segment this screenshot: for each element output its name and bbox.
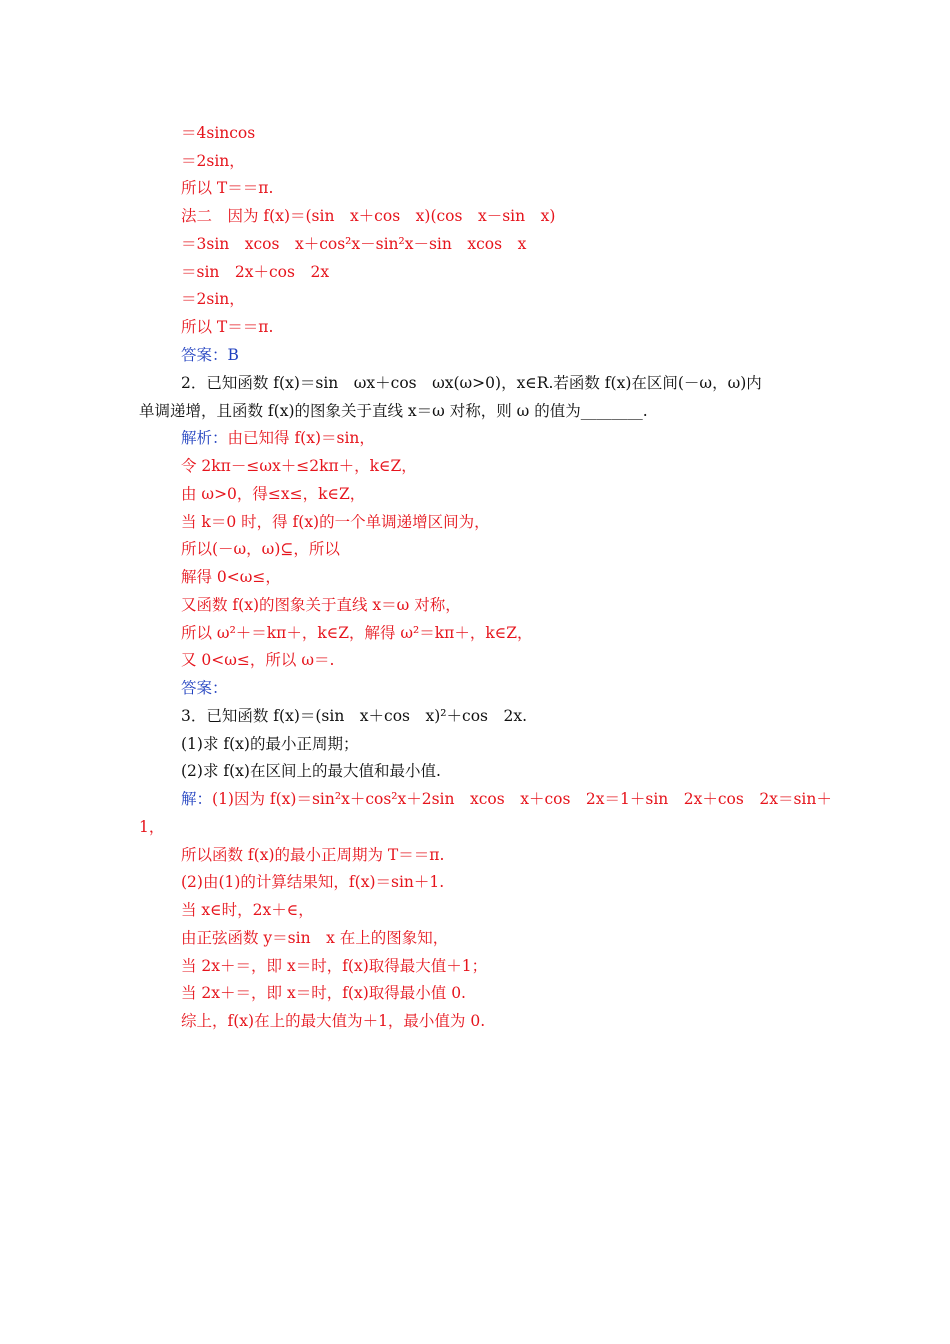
text-line: 令 2kπ－≤ωx＋≤2kπ＋，k∈Z， (181, 457, 417, 475)
solution-line (181, 789, 832, 809)
question-2-line: 单调递增，且函数 f(x)的图象关于直线 x＝ω 对称，则 ω 的值为________. (139, 402, 648, 420)
text-line: ＝sin 2x＋cos 2x (181, 263, 330, 281)
text-line: 当 2x＋＝，即 x＝时，f(x)取得最大值＋1； (181, 957, 488, 975)
text-line: 由正弦函数 y＝sin x 在上的图象知， (181, 929, 449, 947)
text-line: ＝2sin， (181, 152, 245, 170)
text-line: 法二 因为 f(x)＝(sin x＋cos x)(cos x－sin x) (181, 207, 556, 225)
question-3-line: 3．已知函数 f(x)＝(sin x＋cos x)²＋cos 2x. (181, 707, 528, 725)
solution-text: (1)因为 f(x)＝sin²x＋cos²x＋2sin xcos x＋cos 2x＝1＋sin 2x＋cos 2x＝sin＋ (212, 790, 832, 808)
question-3-line: (2)求 f(x)在区间上的最大值和最小值. (181, 762, 441, 780)
text-line: 当 x∈时，2x＋∈， (181, 901, 314, 919)
text-line: ＝2sin， (181, 290, 245, 308)
text-line: ＝4sincos (181, 124, 256, 142)
solution-label: 解析： (181, 429, 228, 447)
question-2-line: 2．已知函数 f(x)＝sin ωx＋cos ωx(ω>0)，x∈R.若函数 f(x)在区间(－ω，ω)内 (181, 374, 762, 392)
question-3-line: (1)求 f(x)的最小正周期； (181, 735, 359, 753)
text-line: 所以函数 f(x)的最小正周期为 T＝＝π. (181, 846, 445, 864)
text-line: 1， (139, 818, 165, 836)
text-line: 所以 T＝＝π. (181, 318, 274, 336)
solution-label: 解： (181, 790, 213, 808)
text-line: 当 k＝0 时，得 f(x)的一个单调递增区间为， (181, 513, 490, 531)
text-line: 解得 0<ω≤， (181, 568, 281, 586)
answer-label: 答案： (181, 679, 228, 697)
text-line: 当 2x＋＝，即 x＝时，f(x)取得最小值 0. (181, 984, 466, 1002)
text-line: 又函数 f(x)的图象关于直线 x＝ω 对称， (181, 596, 461, 614)
answer-label: 答案：B (181, 346, 239, 364)
text-line: 又 0<ω≤，所以 ω＝. (181, 651, 335, 669)
solution-text: 由已知得 f(x)＝sin， (227, 429, 375, 447)
text-line: 综上，f(x)在上的最大值为＋1，最小值为 0. (181, 1012, 486, 1030)
text-line: 所以(－ω，ω)⊆，所以 (181, 540, 340, 558)
text-line: (2)由(1)的计算结果知，f(x)＝sin＋1. (181, 873, 445, 891)
text-line: 所以 ω²＋＝kπ＋，k∈Z，解得 ω²＝kπ＋，k∈Z， (181, 624, 533, 642)
text-line: ＝3sin xcos x＋cos²x－sin²x－sin xcos x (181, 235, 527, 253)
text-line: 由 ω>0，得≤x≤，k∈Z， (181, 485, 366, 503)
solution-line (181, 428, 375, 448)
text-line: 所以 T＝＝π. (181, 179, 274, 197)
